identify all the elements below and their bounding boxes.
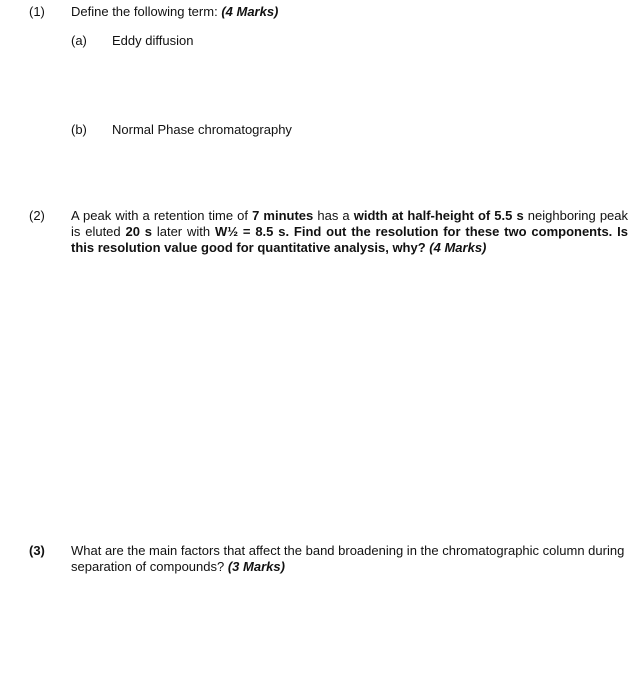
prompt-text: A peak with a retention time of [71, 208, 253, 223]
marks-label: (3 Marks) [227, 559, 285, 574]
prompt-text: has a [313, 208, 354, 223]
prompt-text: Define the following term: [71, 4, 218, 19]
question-prompt [71, 4, 628, 20]
prompt-text: later with [152, 224, 215, 239]
elution-delay: 20 s [125, 224, 153, 239]
question-number: (1) [29, 4, 45, 19]
half-height-width: width at half-height of 5.5 s [353, 208, 524, 223]
marks-label: (4 Marks) [221, 4, 279, 19]
question-prompt [71, 543, 628, 575]
marks-label: (4 Marks) [429, 240, 487, 255]
prompt-text: neighboring peak is eluted [71, 208, 629, 239]
question-prompt [71, 208, 628, 256]
part-text: Normal Phase chromatography [112, 122, 292, 137]
part-text: Eddy diffusion [112, 33, 194, 48]
part-label: (a) [71, 33, 87, 48]
question-number: (2) [29, 208, 45, 223]
retention-time: 7 minutes [252, 208, 314, 223]
task-statement: W½ = 8.5 s. Find out the resolution for these two components. Is this resolution value good for quantitative analysis, why? [71, 224, 628, 255]
question-number: (3) [29, 543, 45, 558]
prompt-text: What are the main factors that affect the band broadening in the chromatographic column during separation of compounds? [71, 543, 625, 574]
part-label: (b) [71, 122, 87, 137]
